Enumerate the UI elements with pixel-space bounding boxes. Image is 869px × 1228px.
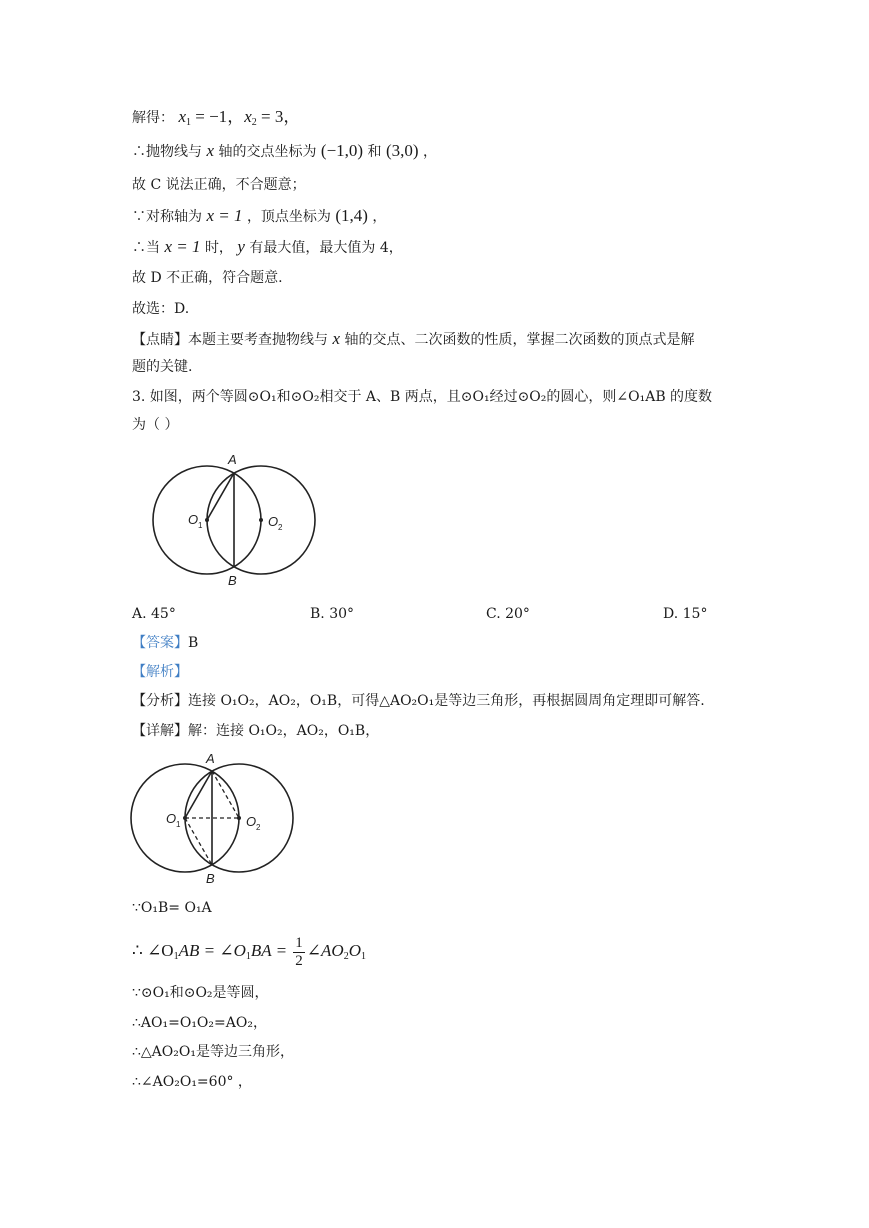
label-o1-sub: 1 bbox=[198, 521, 203, 530]
xiangjie-text: 解：连接 O₁O₂，AO₂，O₁B， bbox=[188, 723, 380, 739]
label-o1: O bbox=[188, 512, 199, 527]
sub: 2 bbox=[251, 117, 257, 128]
label-b: B bbox=[228, 573, 237, 588]
var-x: x bbox=[178, 107, 186, 126]
label-o2: O bbox=[246, 814, 257, 829]
conclusion-d: 故 D 不正确，符合题意. bbox=[132, 270, 283, 286]
step-3: ∵⊙O₁和⊙O₂是等圆， bbox=[132, 985, 269, 1001]
label-o1-sub: 1 bbox=[176, 820, 181, 829]
option-a: A. 45° bbox=[132, 606, 176, 622]
intersection-line bbox=[132, 141, 437, 162]
point: (3,0) bbox=[385, 141, 419, 160]
point-o1 bbox=[183, 816, 187, 820]
solution-figure bbox=[126, 750, 302, 890]
var-x: x bbox=[244, 107, 252, 126]
note-line-2: 题的关键. bbox=[132, 359, 193, 375]
step-4: ∴AO₁=O₁O₂=AO₂， bbox=[132, 1015, 267, 1031]
var-x: x bbox=[206, 141, 214, 160]
analysis-tag: 【解析】 bbox=[132, 664, 188, 680]
note-tag: 【点睛】 bbox=[132, 332, 188, 348]
segment-o1b bbox=[185, 818, 212, 865]
fraction bbox=[293, 935, 305, 970]
label-b: B bbox=[206, 871, 215, 886]
text: ∴抛物线与 bbox=[132, 144, 202, 160]
denominator: 2 bbox=[295, 952, 303, 969]
eq-part: BA = bbox=[250, 941, 292, 960]
point-o2 bbox=[237, 816, 241, 820]
step-5: ∴△AO₂O₁是等边三角形， bbox=[132, 1044, 294, 1060]
eq: = 3 bbox=[256, 107, 284, 126]
comma: ， bbox=[227, 107, 245, 126]
conclusion-c: 故 C 说法正确，不合题意； bbox=[132, 177, 306, 193]
var-y: y bbox=[237, 237, 245, 256]
text: 和 bbox=[367, 144, 382, 160]
eq: = −1 bbox=[191, 107, 228, 126]
step-1: ∵O₁B= O₁A bbox=[132, 900, 212, 916]
eq: x = 1 bbox=[206, 206, 243, 225]
text: ，顶点坐标为 bbox=[246, 209, 331, 225]
xiangjie-tag: 【详解】 bbox=[132, 723, 188, 739]
text: 本题主要考查抛物线与 bbox=[188, 332, 328, 348]
equation: ∴ $\angle O_1AB$ = $\angle O_1BA$ = $\frac{1}{2}$ $\angle AO_2O_1$ bbox=[132, 934, 366, 969]
answer-value: B bbox=[188, 635, 199, 651]
option-b: B. 30° bbox=[310, 606, 355, 622]
math bbox=[178, 107, 300, 126]
label-o2: O bbox=[268, 514, 279, 529]
eq-part: AB = ∠O bbox=[178, 941, 246, 960]
eq-part: O bbox=[348, 941, 361, 960]
xiangjie-line bbox=[132, 721, 379, 741]
eq-part: ∴ ∠O bbox=[132, 941, 174, 960]
question-line-1: 3. 如图，两个等圆⊙O₁和⊙O₂相交于 A、B 两点，且⊙O₁经过⊙O₂的圆心，则∠O₁AB 的度数 bbox=[132, 389, 713, 405]
option-c: C. 20° bbox=[486, 606, 530, 622]
question-figure bbox=[148, 448, 324, 588]
text: ， bbox=[372, 209, 387, 225]
text: ∴当 bbox=[132, 240, 160, 256]
comma: ， bbox=[283, 107, 301, 126]
segment-o1a bbox=[207, 473, 234, 520]
text: 解得： bbox=[132, 110, 174, 126]
question-line-2: 为（ ） bbox=[132, 417, 179, 433]
point: (−1,0) bbox=[320, 141, 364, 160]
fenxi-line bbox=[132, 691, 705, 711]
option-d: D. 15° bbox=[663, 606, 708, 622]
label-o2-sub: 2 bbox=[278, 523, 283, 532]
text: 时， bbox=[204, 240, 233, 256]
eq-part: ∠AO bbox=[306, 941, 344, 960]
answer-tag: 【答案】 bbox=[132, 635, 188, 651]
point-o1 bbox=[205, 518, 209, 522]
solve-line bbox=[132, 107, 300, 128]
var-x: x bbox=[332, 329, 340, 348]
step-6: ∴∠AO₂O₁=60° ， bbox=[132, 1074, 252, 1090]
point-o2 bbox=[259, 518, 263, 522]
eq: x = 1 bbox=[164, 237, 201, 256]
text: ， bbox=[423, 144, 438, 160]
sub: 1 bbox=[186, 117, 191, 128]
label-a: A bbox=[228, 452, 237, 467]
segment-ao2 bbox=[212, 771, 239, 818]
text: ∵对称轴为 bbox=[132, 209, 202, 225]
max-line bbox=[132, 237, 403, 258]
step-2 bbox=[132, 934, 366, 970]
note-line-1 bbox=[132, 329, 694, 350]
fenxi-text: 连接 O₁O₂，AO₂，O₁B，可得△AO₂O₁是等边三角形，再根据圆周角定理即可解答. bbox=[188, 693, 705, 709]
label-a: A bbox=[206, 751, 215, 766]
label-o1: O bbox=[166, 811, 177, 826]
text: 轴的交点坐标为 bbox=[218, 144, 317, 160]
fenxi-tag: 【分析】 bbox=[132, 693, 188, 709]
numerator: 1 bbox=[295, 934, 303, 951]
text: 轴的交点、二次函数的性质，掌握二次函数的顶点式是解 bbox=[344, 332, 695, 348]
axis-line bbox=[132, 206, 386, 227]
answer-line bbox=[132, 633, 198, 653]
point: (1,4) bbox=[335, 206, 368, 225]
choice-line: 故选：D. bbox=[132, 301, 190, 317]
segment-o1a bbox=[185, 771, 212, 818]
label-o2-sub: 2 bbox=[256, 823, 261, 832]
text: 有最大值，最大值为 4， bbox=[249, 240, 403, 256]
